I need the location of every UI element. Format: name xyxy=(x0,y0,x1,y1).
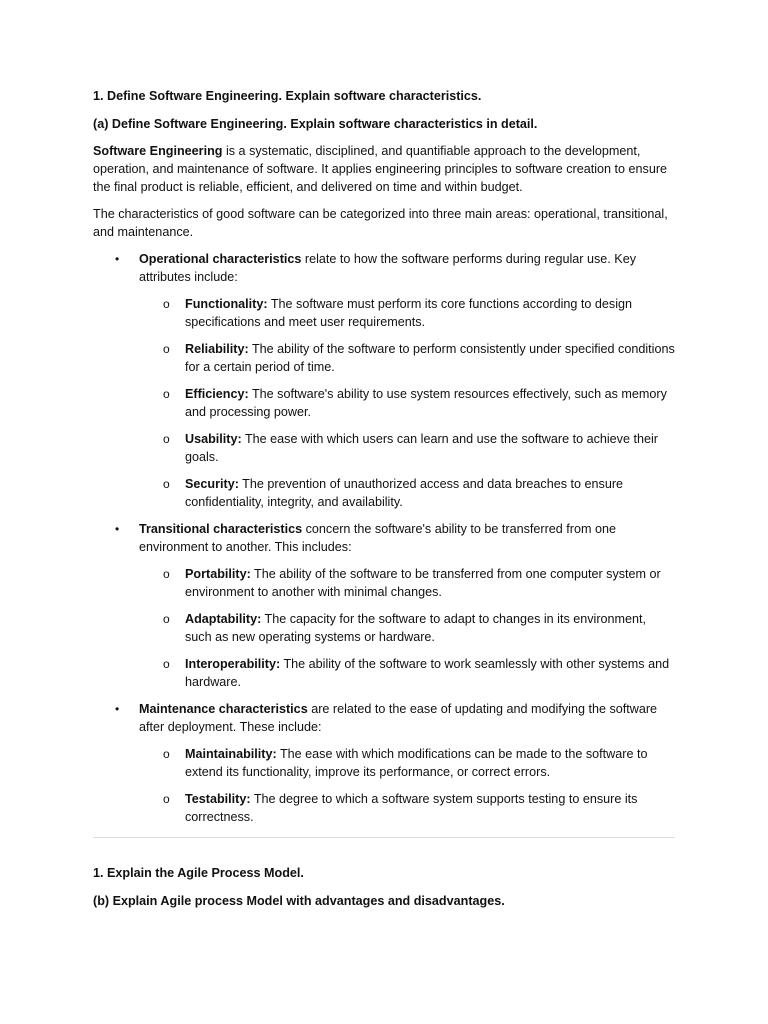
item-text: The ability of the software to be transferred from one computer system or environment to another with minimal changes. xyxy=(185,567,661,599)
item-text: The prevention of unauthorized access and data breaches to ensure confidentiality, integrity, and availability. xyxy=(185,477,624,509)
list-item xyxy=(139,565,675,601)
bullet-icon: • xyxy=(115,252,120,266)
definition-term: Software Engineering xyxy=(93,144,223,158)
list-item-operational xyxy=(93,250,675,511)
definition-paragraph xyxy=(93,142,675,196)
item-text: The capacity for the software to adapt to changes in its environment, such as new operating systems or hardware. xyxy=(185,612,647,644)
list-item-transitional xyxy=(93,520,675,691)
item-term: Portability: xyxy=(185,567,251,581)
item-text: The ease with which users can learn and use the software to achieve their goals. xyxy=(185,432,658,464)
bullet-icon: • xyxy=(115,702,120,716)
bullet-icon: o xyxy=(163,792,170,806)
group-text: relate to how the software performs during regular use. Key attributes include: xyxy=(139,252,636,284)
list-item-maintenance xyxy=(93,700,675,826)
item-text: The ease with which modifications can be made to the software to extend its functionality, improve its performance, or correct errors. xyxy=(185,747,648,779)
group-term: Maintenance characteristics xyxy=(139,702,308,716)
list-item xyxy=(139,610,675,646)
item-text: The ability of the software to work seamlessly with other systems and hardware. xyxy=(185,657,670,689)
item-text: The degree to which a software system supports testing to ensure its correctness. xyxy=(185,792,638,824)
list-item xyxy=(139,655,675,691)
group-description xyxy=(139,520,675,556)
group-text: concern the software's ability to be transferred from one environment to another. This includes: xyxy=(139,522,616,554)
list-item xyxy=(139,430,675,466)
bullet-icon: o xyxy=(163,432,170,446)
horizontal-divider xyxy=(93,837,675,838)
list-item xyxy=(139,385,675,421)
item-term: Interoperability: xyxy=(185,657,281,671)
bullet-icon: o xyxy=(163,612,170,626)
characteristics-list xyxy=(93,250,675,826)
item-term: Security: xyxy=(185,477,239,491)
item-term: Efficiency: xyxy=(185,387,249,401)
bullet-icon: o xyxy=(163,477,170,491)
item-term: Functionality: xyxy=(185,297,268,311)
item-text: The software must perform its core functions according to design specifications and meet user requirements. xyxy=(185,297,633,329)
group-term: Transitional characteristics xyxy=(139,522,303,536)
group-text: are related to the ease of updating and modifying the software after deployment. These include: xyxy=(139,702,658,734)
item-term: Maintainability: xyxy=(185,747,277,761)
item-text: The software's ability to use system resources effectively, such as memory and processing power. xyxy=(185,387,667,419)
question-1-subtitle: (a) Define Software Engineering. Explain software characteristics in detail. xyxy=(93,117,538,131)
bullet-icon: o xyxy=(163,747,170,761)
list-item xyxy=(139,340,675,376)
bullet-icon: o xyxy=(163,387,170,401)
question-2-subtitle: (b) Explain Agile process Model with advantages and disadvantages. xyxy=(93,894,505,908)
group-description xyxy=(139,250,675,286)
bullet-icon: o xyxy=(163,342,170,356)
item-term: Testability: xyxy=(185,792,251,806)
item-text: The ability of the software to perform consistently under specified conditions for a certain period of time. xyxy=(185,342,675,374)
characteristics-intro: The characteristics of good software can be categorized into three main areas: operational, transitional, and maintenance. xyxy=(93,207,668,239)
item-term: Reliability: xyxy=(185,342,249,356)
list-item xyxy=(139,745,675,781)
sub-list xyxy=(139,565,675,691)
definition-text: is a systematic, disciplined, and quantifiable approach to the development, operation, and maintenance of software. It applies engineering principles to software creation to ensure the final product is reliable, efficient, and delivered on time and within budget. xyxy=(93,144,668,194)
question-2-title: 1. Explain the Agile Process Model. xyxy=(93,866,304,880)
bullet-icon: o xyxy=(163,657,170,671)
group-description xyxy=(139,700,675,736)
list-item xyxy=(139,295,675,331)
question-1-title: 1. Define Software Engineering. Explain software characteristics. xyxy=(93,89,482,103)
list-item xyxy=(139,475,675,511)
item-term: Adaptability: xyxy=(185,612,262,626)
bullet-icon: o xyxy=(163,567,170,581)
sub-list xyxy=(139,295,675,511)
group-term: Operational characteristics xyxy=(139,252,302,266)
item-term: Usability: xyxy=(185,432,242,446)
bullet-icon: • xyxy=(115,522,120,536)
list-item xyxy=(139,790,675,826)
sub-list xyxy=(139,745,675,826)
bullet-icon: o xyxy=(163,297,170,311)
